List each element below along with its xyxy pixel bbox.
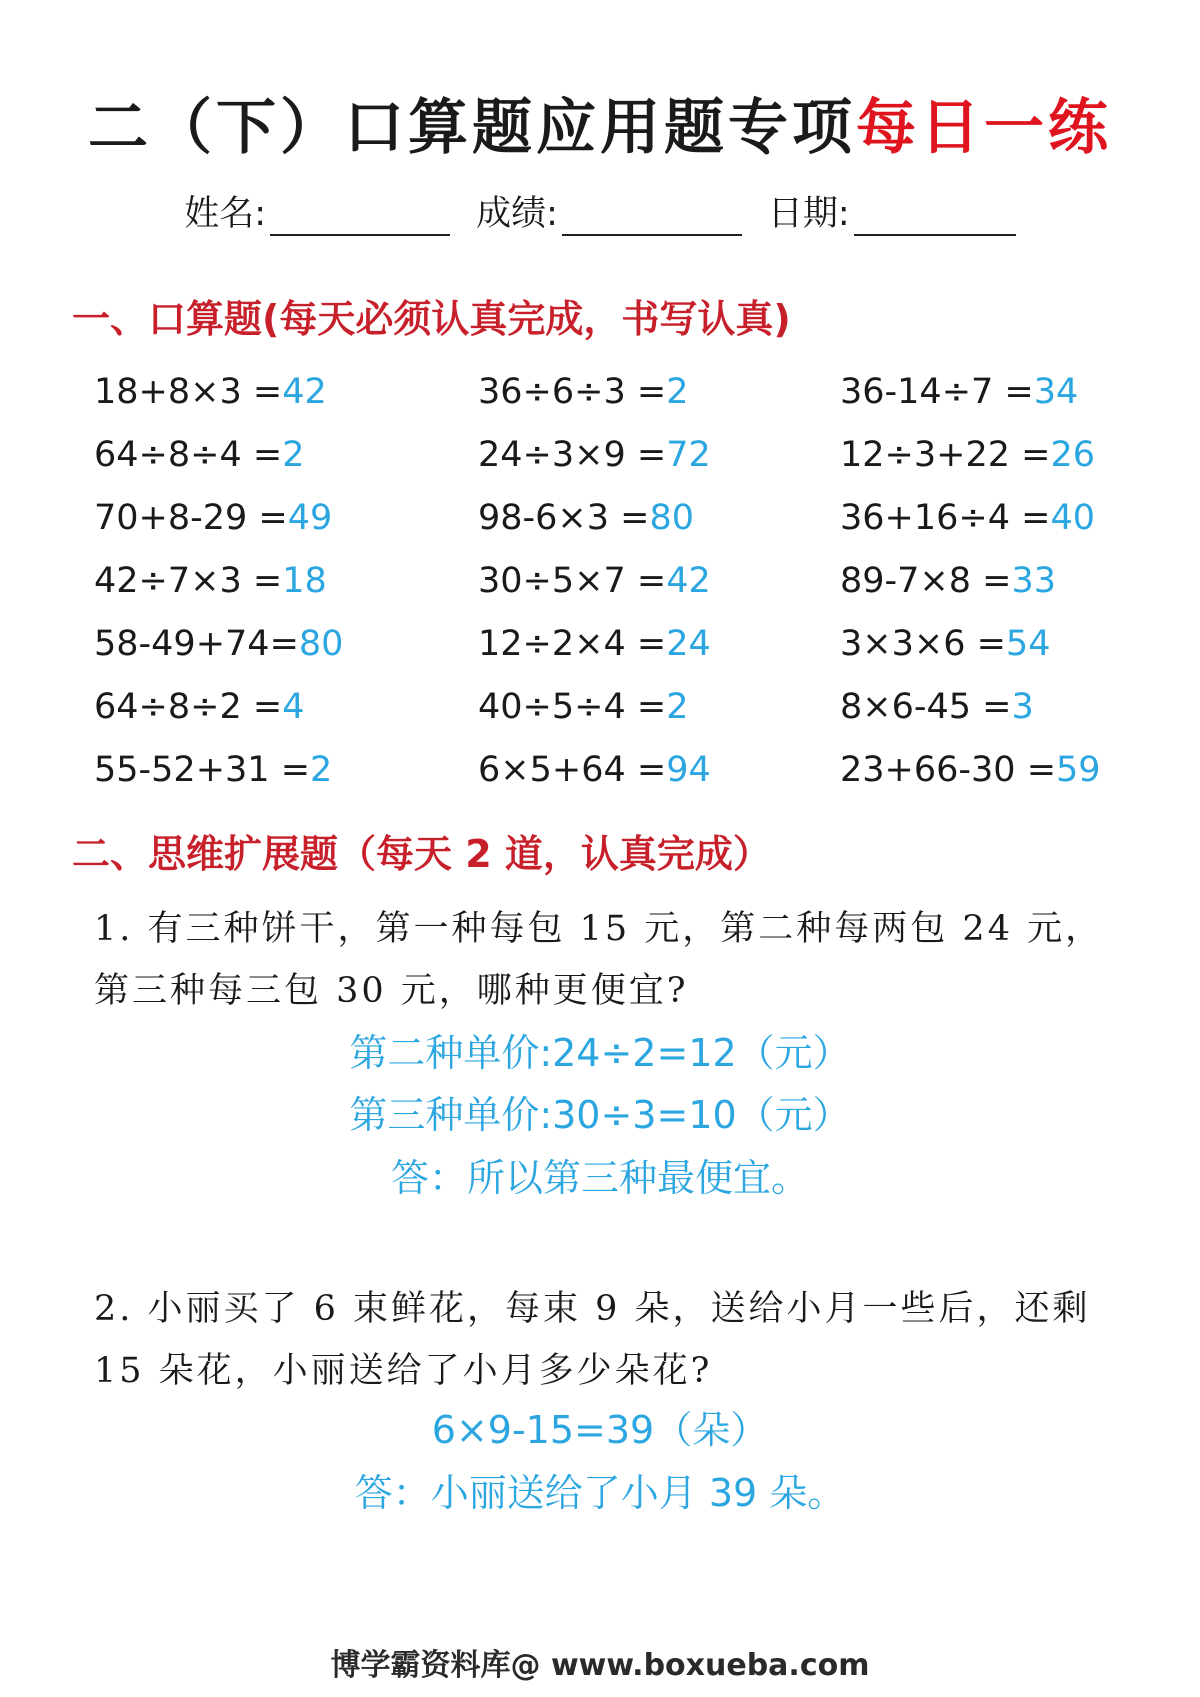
calc-item: [840, 494, 1170, 557]
date-blank: [854, 200, 1016, 236]
score-label: 成绩:: [476, 194, 558, 234]
calc-answer: 80: [298, 624, 344, 664]
calc-item: [478, 620, 840, 683]
mental-math-grid: [94, 368, 1170, 809]
calc-item: [478, 368, 840, 431]
word-problem-2: 2. 小丽买了 6 束鲜花，每束 9 朵，送给小月一些后，还剩 15 朵花，小丽送给了小月多少朵花?: [94, 1289, 1091, 1391]
calc-answer: 40: [1050, 498, 1095, 538]
calc-answer: 2: [666, 687, 689, 727]
calc-expr: 36-14÷7 =: [840, 372, 1034, 412]
page-title: [0, 80, 1200, 166]
calc-expr: 36÷6÷3 =: [478, 372, 667, 412]
calc-answer: 72: [666, 435, 711, 475]
calc-answer: 2: [310, 750, 333, 790]
calc-answer: 54: [1005, 624, 1051, 664]
calc-item: [94, 494, 478, 557]
calc-expr: 70+8-29 =: [94, 498, 288, 538]
calc-answer: 42: [282, 372, 327, 412]
calc-answer: 26: [1050, 435, 1095, 475]
calc-item: [94, 368, 478, 431]
calc-expr: 40÷5÷4 =: [478, 687, 667, 727]
title-highlight: 每日一练: [856, 93, 1112, 163]
date-field: [768, 186, 1016, 236]
section1-heading: 一、口算题(每天必须认真完成，书写认真): [72, 297, 791, 341]
calc-item: [840, 683, 1170, 746]
calc-expr: 36+16÷4 =: [840, 498, 1051, 538]
calc-answer: 33: [1011, 561, 1057, 601]
score-blank: [562, 200, 742, 236]
calc-item: [478, 746, 840, 809]
calc-item: [478, 557, 840, 620]
calc-expr: 89-7×8 =: [840, 561, 1012, 601]
calc-expr: 98-6×3 =: [478, 498, 650, 538]
calc-item: [94, 431, 478, 494]
title-main: 二（下）口算题应用题专项: [88, 93, 856, 163]
calc-item: [478, 494, 840, 557]
calc-answer: 42: [666, 561, 711, 601]
calc-item: [94, 683, 478, 746]
calc-expr: 12÷2×4 =: [478, 624, 667, 664]
calc-item: [478, 683, 840, 746]
calc-expr: 42÷7×3 =: [94, 561, 283, 601]
calc-expr: 64÷8÷4 =: [94, 435, 283, 475]
name-blank: [270, 200, 450, 236]
calc-expr: 24÷3×9 =: [478, 435, 667, 475]
calc-expr: 18+8×3 =: [94, 372, 283, 412]
calc-answer: 24: [666, 624, 711, 664]
calc-answer: 18: [282, 561, 327, 601]
calc-item: [94, 557, 478, 620]
calc-answer: 80: [649, 498, 695, 538]
calc-expr: 30÷5×7 =: [478, 561, 667, 601]
calc-expr: 12÷3+22 =: [840, 435, 1051, 475]
calc-expr: 55-52+31 =: [94, 750, 311, 790]
calc-answer: 2: [666, 372, 689, 412]
calc-item: [478, 431, 840, 494]
word-problem-1: 1. 有三种饼干，第一种每包 15 元，第二种每两包 24 元，第三种每三包 30 元，哪种更便宜?: [94, 909, 1104, 1011]
calc-item: [840, 746, 1170, 809]
calc-item: [840, 557, 1170, 620]
calc-expr: 3×3×6 =: [840, 624, 1006, 664]
footer-watermark: 博学霸资料库@ www.boxueba.com: [330, 1648, 870, 1683]
problem1-answer: 答：所以第三种最便宜。: [390, 1156, 809, 1200]
score-field: [476, 186, 742, 236]
calc-answer: 4: [282, 687, 305, 727]
problem1-solution-step1: 第二种单价:24÷2=12（元）: [349, 1031, 851, 1075]
calc-item: [94, 620, 478, 683]
calc-answer: 34: [1033, 372, 1079, 412]
calc-answer: 94: [666, 750, 711, 790]
calc-answer: 59: [1056, 750, 1101, 790]
calc-answer: 49: [287, 498, 333, 538]
calc-item: [94, 746, 478, 809]
calc-expr: 58-49+74=: [94, 624, 299, 664]
problem2-answer: 答：小丽送给了小月 39 朵。: [354, 1471, 846, 1515]
name-label: 姓名:: [184, 194, 267, 234]
calc-expr: 6×5+64 =: [478, 750, 667, 790]
student-info-line: [0, 186, 1200, 236]
section2-heading: 二、思维扩展题（每天 2 道，认真完成）: [72, 832, 771, 876]
calc-item: [840, 431, 1170, 494]
name-field: [184, 186, 450, 236]
calc-answer: 2: [282, 435, 305, 475]
calc-item: [840, 620, 1170, 683]
problem1-solution-step2: 第三种单价:30÷3=10（元）: [349, 1093, 851, 1137]
calc-answer: 3: [1011, 687, 1034, 727]
calc-item: [840, 368, 1170, 431]
problem2-solution-step1: 6×9-15=39（朵）: [431, 1408, 769, 1452]
calc-expr: 64÷8÷2 =: [94, 687, 283, 727]
calc-expr: 23+66-30 =: [840, 750, 1057, 790]
calc-expr: 8×6-45 =: [840, 687, 1012, 727]
date-label: 日期:: [767, 194, 850, 234]
